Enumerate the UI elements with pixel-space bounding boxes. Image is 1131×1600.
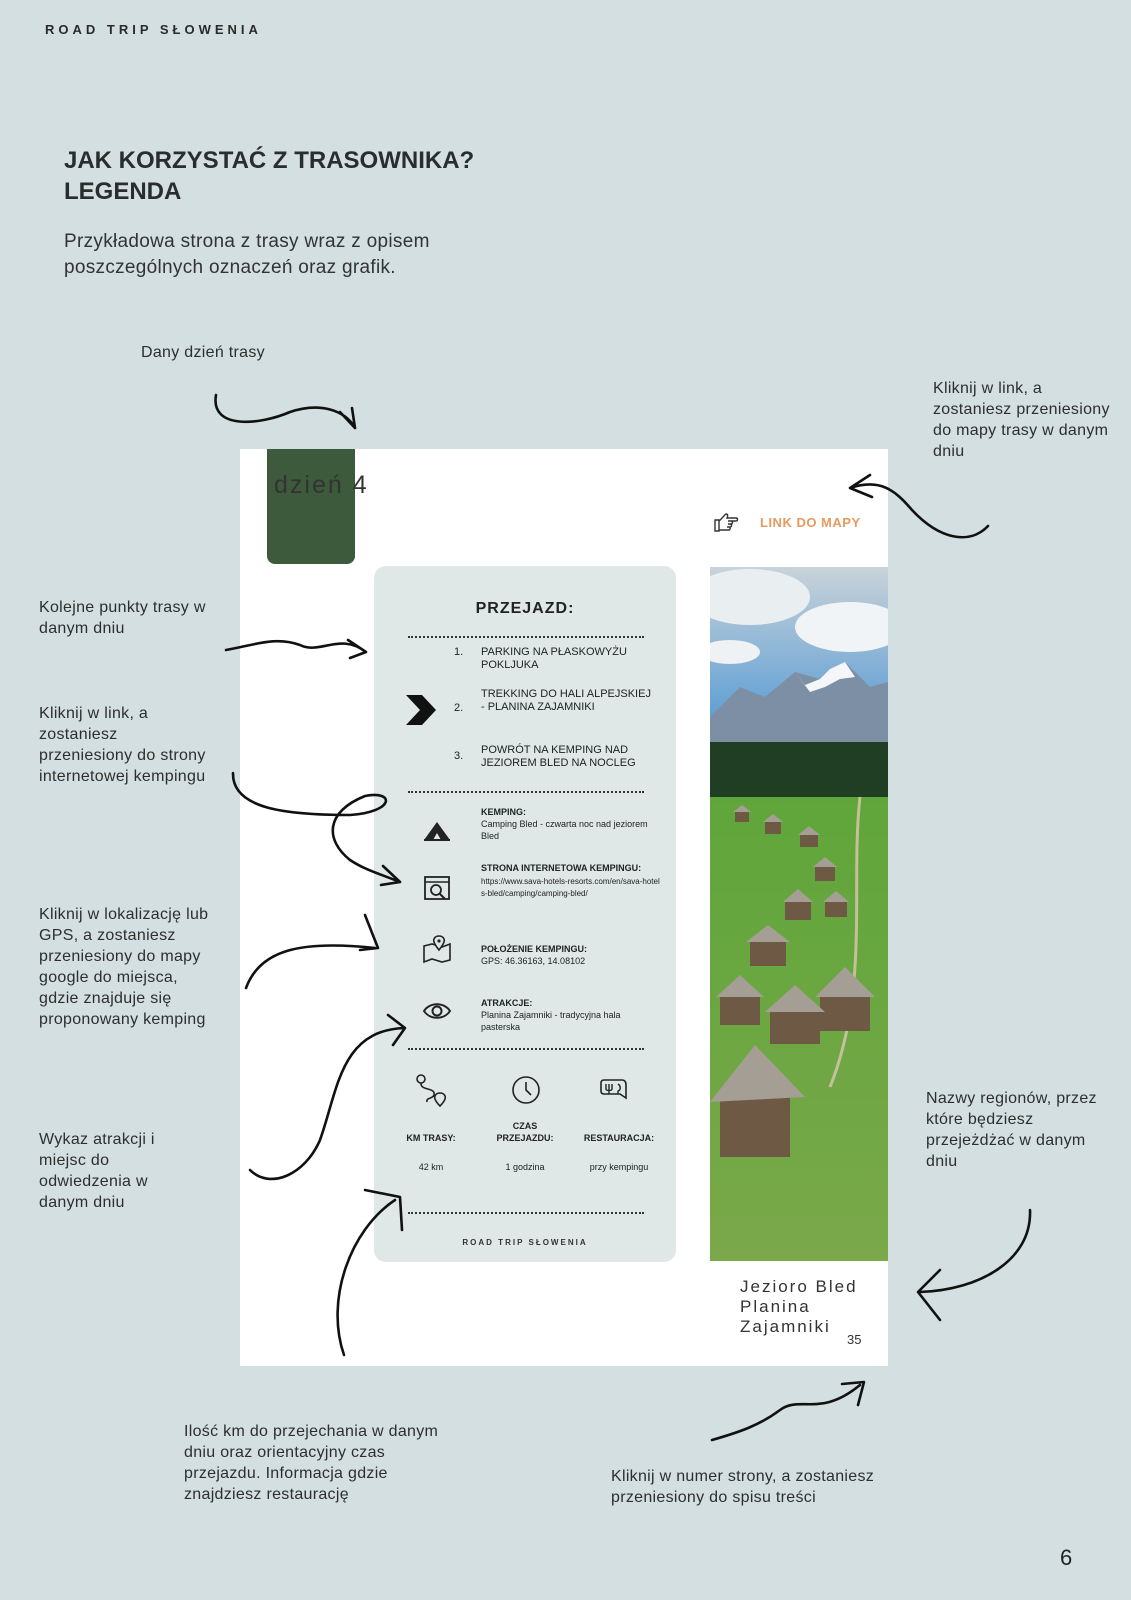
note-regions: Nazwy regionów, przez które będziesz przejeżdżać w danym dniu [926,1090,1097,1170]
note-gps: Kliknij w lokalizację lub GPS, a zostaniesz przeniesiony do mapy google do miejsca, gdzie znajduje się proponowany kemping [39,906,209,1028]
step-text: PARKING NA PŁASKOWYŻU POKLJUKA [481,646,627,671]
arrow-attractions [250,1015,405,1179]
attractions-label: ATRAKCJE: [481,998,533,1008]
day-label: dzień 4 [274,471,369,499]
note-route-points: Kolejne punkty trasy w danym dniu [39,599,206,637]
location-label: POŁOŻENIE KEMPINGU: [481,944,588,954]
gps-link[interactable]: GPS: 46.36163, 14.08102 [481,956,586,966]
page-number: 6 [1060,1545,1073,1570]
time-label: CZAS PRZEJAZDU: [496,1121,554,1143]
camping-label: KEMPING: [481,807,526,817]
attractions-value: Planina Zajamniki - tradycyjna hala pasterska [481,1010,621,1032]
region-name: Zajamniki [740,1317,831,1336]
note-page-number: Kliknij w numer strony, a zostaniesz przeniesiony do spisu treści [611,1468,875,1506]
arrow-map-link [850,475,988,537]
note-map-link: Kliknij w link, a zostaniesz przeniesiony do mapy trasy w danym dniu [933,380,1110,460]
step-number: 1. [454,646,464,658]
region-name: Planina [740,1297,811,1316]
arrow-campsite-link [233,773,400,885]
step-number: 3. [454,750,464,762]
time-value: 1 godzina [505,1162,545,1172]
restaurant-value: przy kempingu [589,1162,649,1172]
arrow-gps [246,915,378,988]
note-day: Dany dzień trasy [141,344,265,361]
sample-page-number[interactable]: 35 [847,1332,862,1347]
page-subtitle: Przykładowa strona z trasy wraz z opisem poszczególnych oznaczeń oraz grafik. [64,231,430,278]
brand-header: ROAD TRIP SŁOWENIA [45,22,262,37]
km-value: 42 km [418,1162,444,1172]
step-text: TREKKING DO HALI ALPEJSKIEJ - PLANINA ZAJAMNIKI [481,688,651,713]
region-name: Jezioro Bled [740,1277,858,1296]
step-text: POWRÓT NA KEMPING NAD JEZIOREM BLED NA NOCLEG [481,744,636,769]
restaurant-label: RESTAURACJA: [583,1133,655,1143]
website-label: STRONA INTERNETOWA KEMPINGU: [481,863,642,873]
step-number: 2. [454,702,464,714]
note-campsite-link: Kliknij w link, a zostaniesz przeniesiony do strony internetowej kempingu [39,705,206,785]
note-km-time: Ilość km do przejechania w danym dniu oraz orientacyjny czas przejazdu. Informacja gdzie znajdziesz restaurację [184,1423,439,1503]
km-label: KM TRASY: [406,1133,456,1143]
arrow-km-time [338,1190,402,1355]
arrow-page-number [712,1382,864,1440]
note-attractions: Wykaz atrakcji i miejsc do odwiedzenia w danym dniu [39,1131,155,1211]
map-link[interactable]: LINK DO MAPY [760,515,861,530]
page-title: JAK KORZYSTAĆ Z TRASOWNIKA? LEGENDA [64,147,475,205]
panel-title: PRZEJAZD: [475,600,575,617]
arrow-day [216,395,355,428]
camping-value: Camping Bled - czwarta noc nad jeziorem Bled [481,819,648,841]
arrow-regions [918,1210,1030,1320]
arrow-route-points [226,640,366,658]
website-link[interactable]: https://www.sava-hotels-resorts.com/en/sava-hotels-bled/camping/camping-bled/ [481,877,660,898]
panel-brand: ROAD TRIP SŁOWENIA [462,1238,588,1247]
